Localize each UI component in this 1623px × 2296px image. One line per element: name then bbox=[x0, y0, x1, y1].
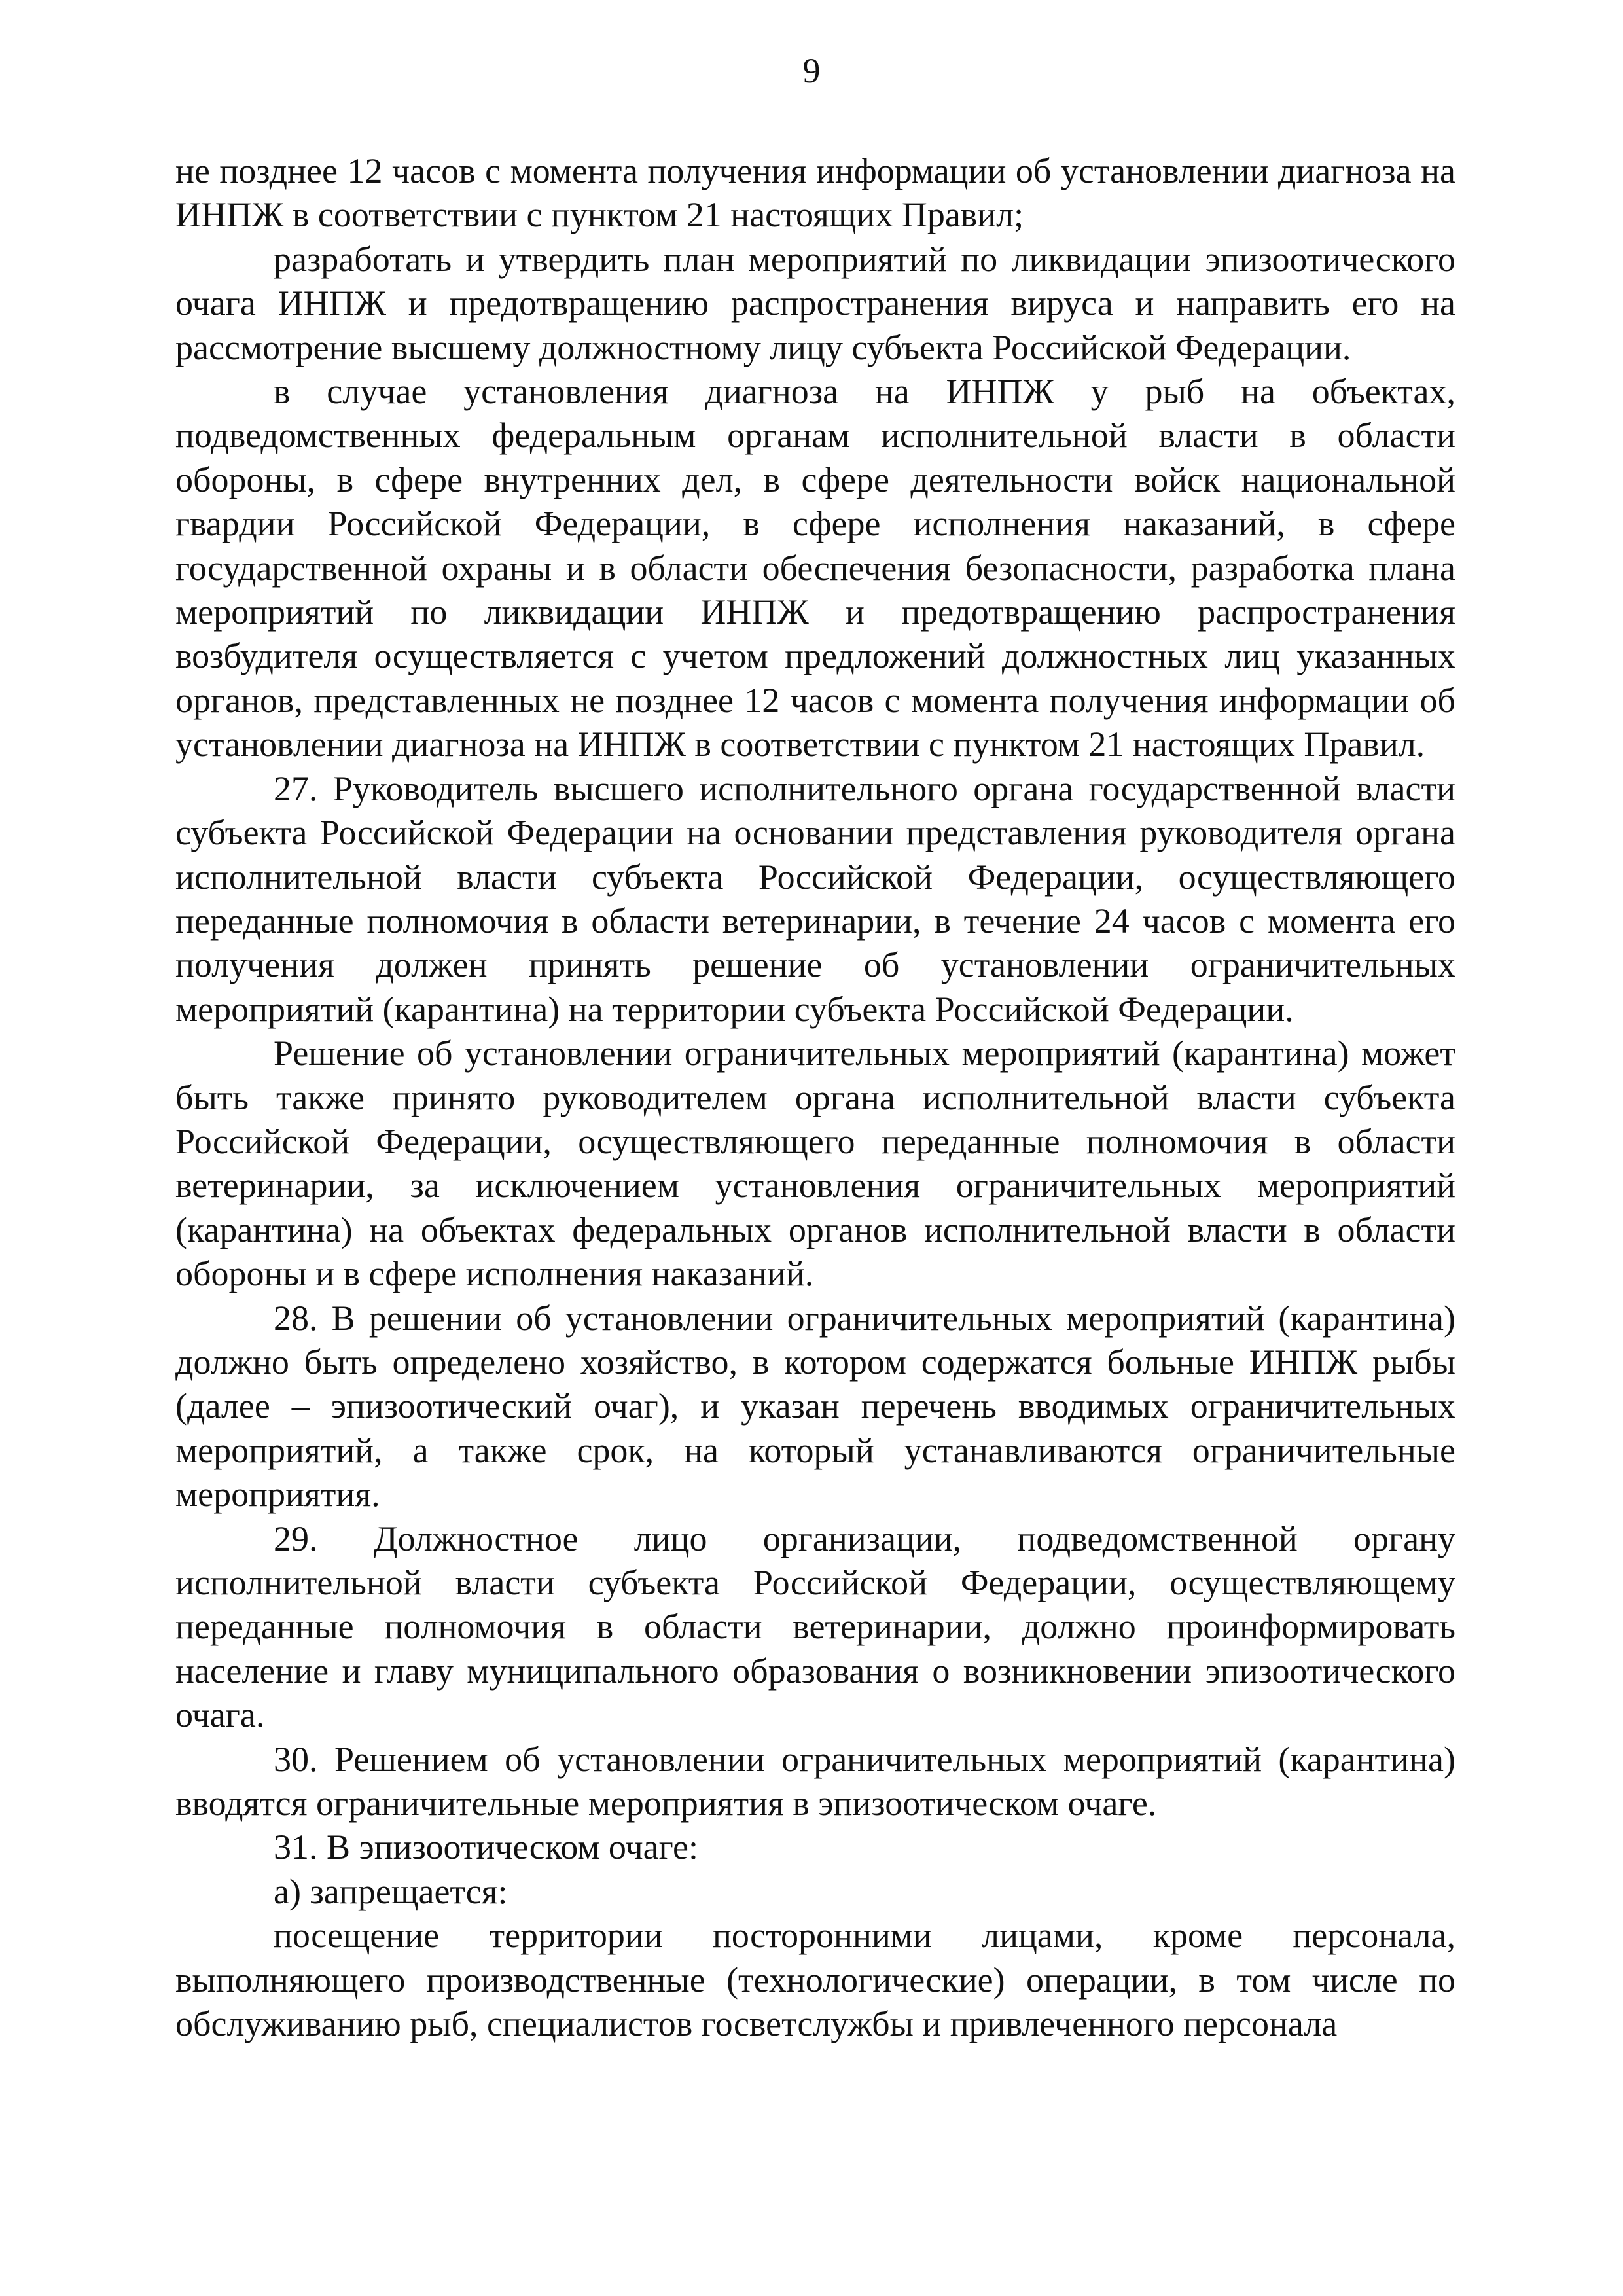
paragraph: в случае установления диагноза на ИНПЖ у рыб на объектах, подведомственных федеральным органам исполнительной власти в области обороны, в сфере внутренних дел, в сфере деятельности войск национальной гвардии Российской Федерации, в сфере исполнения наказаний, в сфере государственной охраны и в области обеспечения безопасности, разработка плана мероприятий по ликвидации ИНПЖ и предотвращению распространения возбудителя осуществляется с учетом предложений должностных лиц указанных органов, представленных не позднее 12 часов с момента получения информации об установлении диагноза на ИНПЖ в соответствии с пунктом 21 настоящих Правил. bbox=[175, 372, 1455, 764]
paragraph: Решение об установлении ограничительных мероприятий (карантина) может быть также принято руководителем органа исполнительной власти субъекта Российской Федерации, осуществляющего переданные полномочия в области ветеринарии, за исключением установления ограничительных мероприятий (карантина) на объектах федеральных органов исполнительной власти в области обороны и в сфере исполнения наказаний. bbox=[175, 1033, 1455, 1294]
paragraph-subitem-a: а) запрещается: bbox=[274, 1871, 508, 1911]
paragraph: не позднее 12 часов с момента получения информации об установлении диагноза на ИНПЖ в соответствии с пунктом 21 настоящих Правил; bbox=[175, 151, 1455, 235]
paragraph: посещение территории посторонними лицами, кроме персонала, выполняющего производственные (технологические) операции, в том числе по обслуживанию рыб, специалистов госветслужбы и привлеченного персонала bbox=[175, 1916, 1455, 2044]
paragraph-clause-31: 31. В эпизоотическом очаге: bbox=[274, 1827, 699, 1867]
body-text bbox=[175, 149, 1455, 2046]
paragraph: разработать и утвердить план мероприятий по ликвидации эпизоотического очага ИНПЖ и предотвращению распространения вируса и направить его на рассмотрение высшему должностному лицу субъекта Российской Федерации. bbox=[175, 239, 1455, 367]
paragraph-clause-30: 30. Решением об установлении ограничительных мероприятий (карантина) вводятся ограничительные мероприятия в эпизоотическом очаге. bbox=[175, 1739, 1455, 1823]
paragraph-clause-28: 28. В решении об установлении ограничительных мероприятий (карантина) должно быть определено хозяйство, в котором содержатся больные ИНПЖ рыбы (далее – эпизоотический очаг), и указан перечень вводимых ограничительных мероприятий, а также срок, на который устанавливаются ограничительные мероприятия. bbox=[175, 1298, 1455, 1515]
paragraph-clause-27: 27. Руководитель высшего исполнительного органа государственной власти субъекта Российской Федерации на основании представления руководителя органа исполнительной власти субъекта Российской Федерации, осуществляющего переданные полномочия в области ветеринарии, в течение 24 часов с момента его получения должен принять решение об установлении ограничительных мероприятий (карантина) на территории субъекта Российской Федерации. bbox=[175, 768, 1455, 1029]
paragraph-clause-29: 29. Должностное лицо организации, подведомственной органу исполнительной власти субъекта Российской Федерации, осуществляющему переданные полномочия в области ветеринарии, должно проинформировать население и главу муниципального образования о возникновении эпизоотического очага. bbox=[175, 1518, 1455, 1735]
page-number: 9 bbox=[802, 51, 821, 90]
